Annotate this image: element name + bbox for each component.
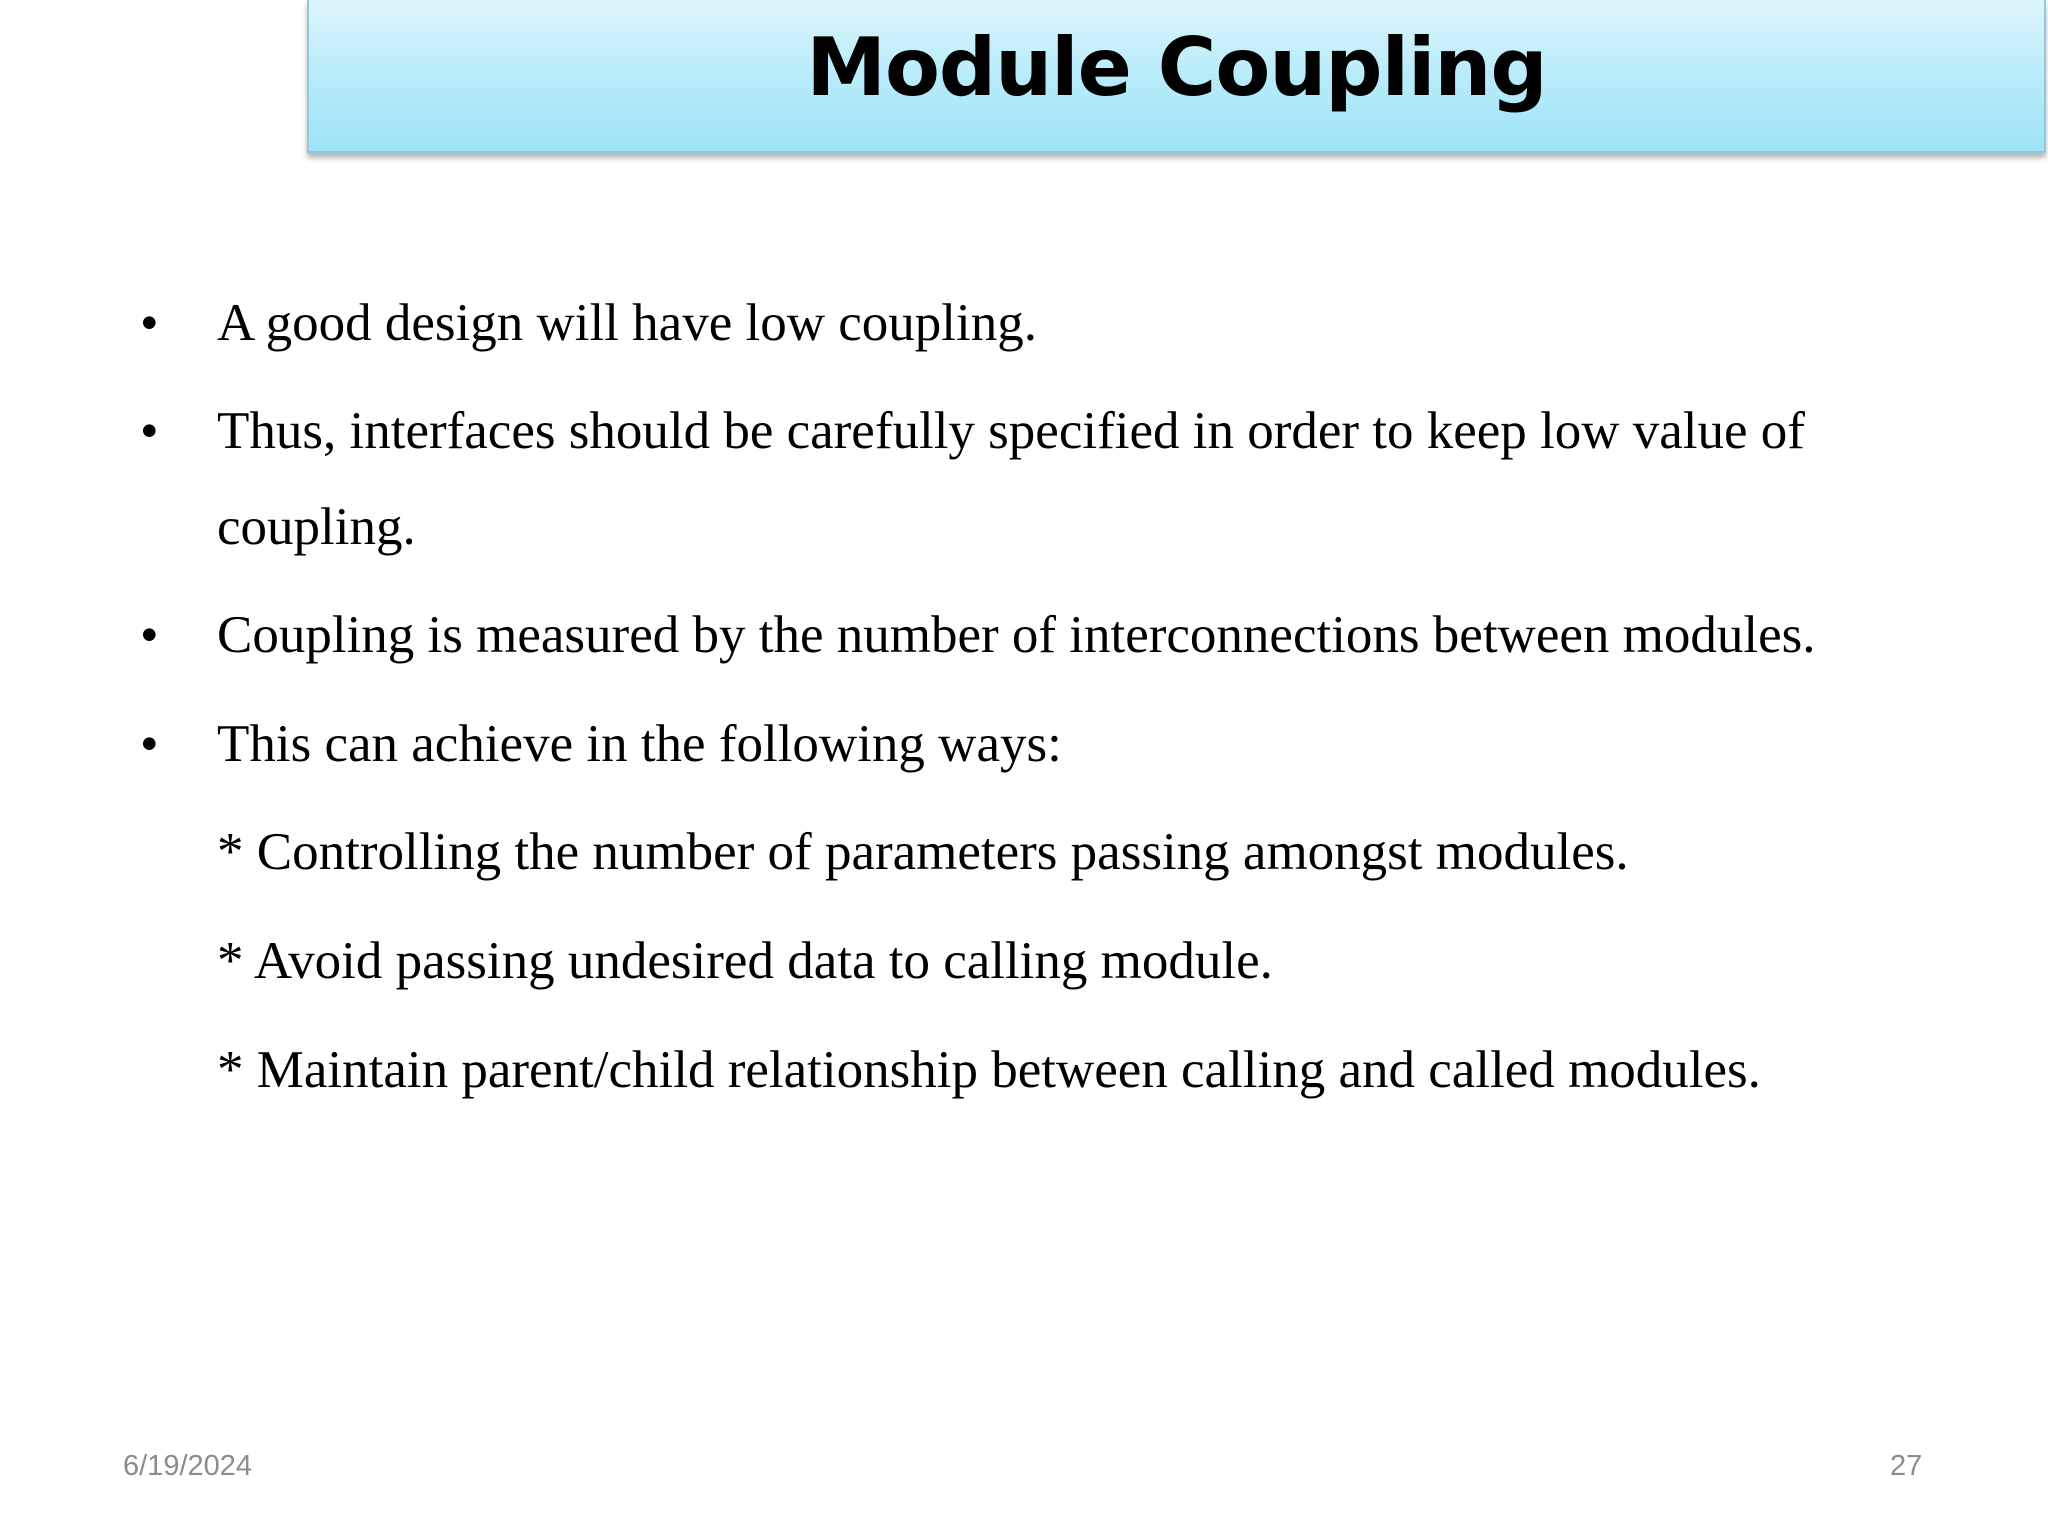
bullet-text: This can achieve in the following ways: (217, 715, 1062, 773)
bullet-marker: • (140, 402, 159, 460)
bullet-marker: • (140, 294, 159, 352)
footer-date: 6/19/2024 (123, 1450, 253, 1482)
bullet-text-continuation: coupling. (217, 498, 416, 556)
bullet-marker: • (140, 606, 159, 664)
slide-title: Module Coupling (806, 21, 1547, 114)
sub-item: * Maintain parent/child relationship between calling and called modules. (217, 1041, 1761, 1099)
bullet-text: Thus, interfaces should be carefully specified in order to keep low value of (217, 402, 1805, 460)
bullet-text: Coupling is measured by the number of interconnections between modules. (217, 606, 1816, 664)
bullet-text: A good design will have low coupling. (217, 294, 1037, 352)
page-number: 27 (1890, 1450, 1923, 1482)
sub-item: * Controlling the number of parameters passing amongst modules. (217, 823, 1629, 881)
bullet-marker: • (140, 715, 159, 773)
sub-item: * Avoid passing undesired data to calling module. (217, 932, 1273, 990)
